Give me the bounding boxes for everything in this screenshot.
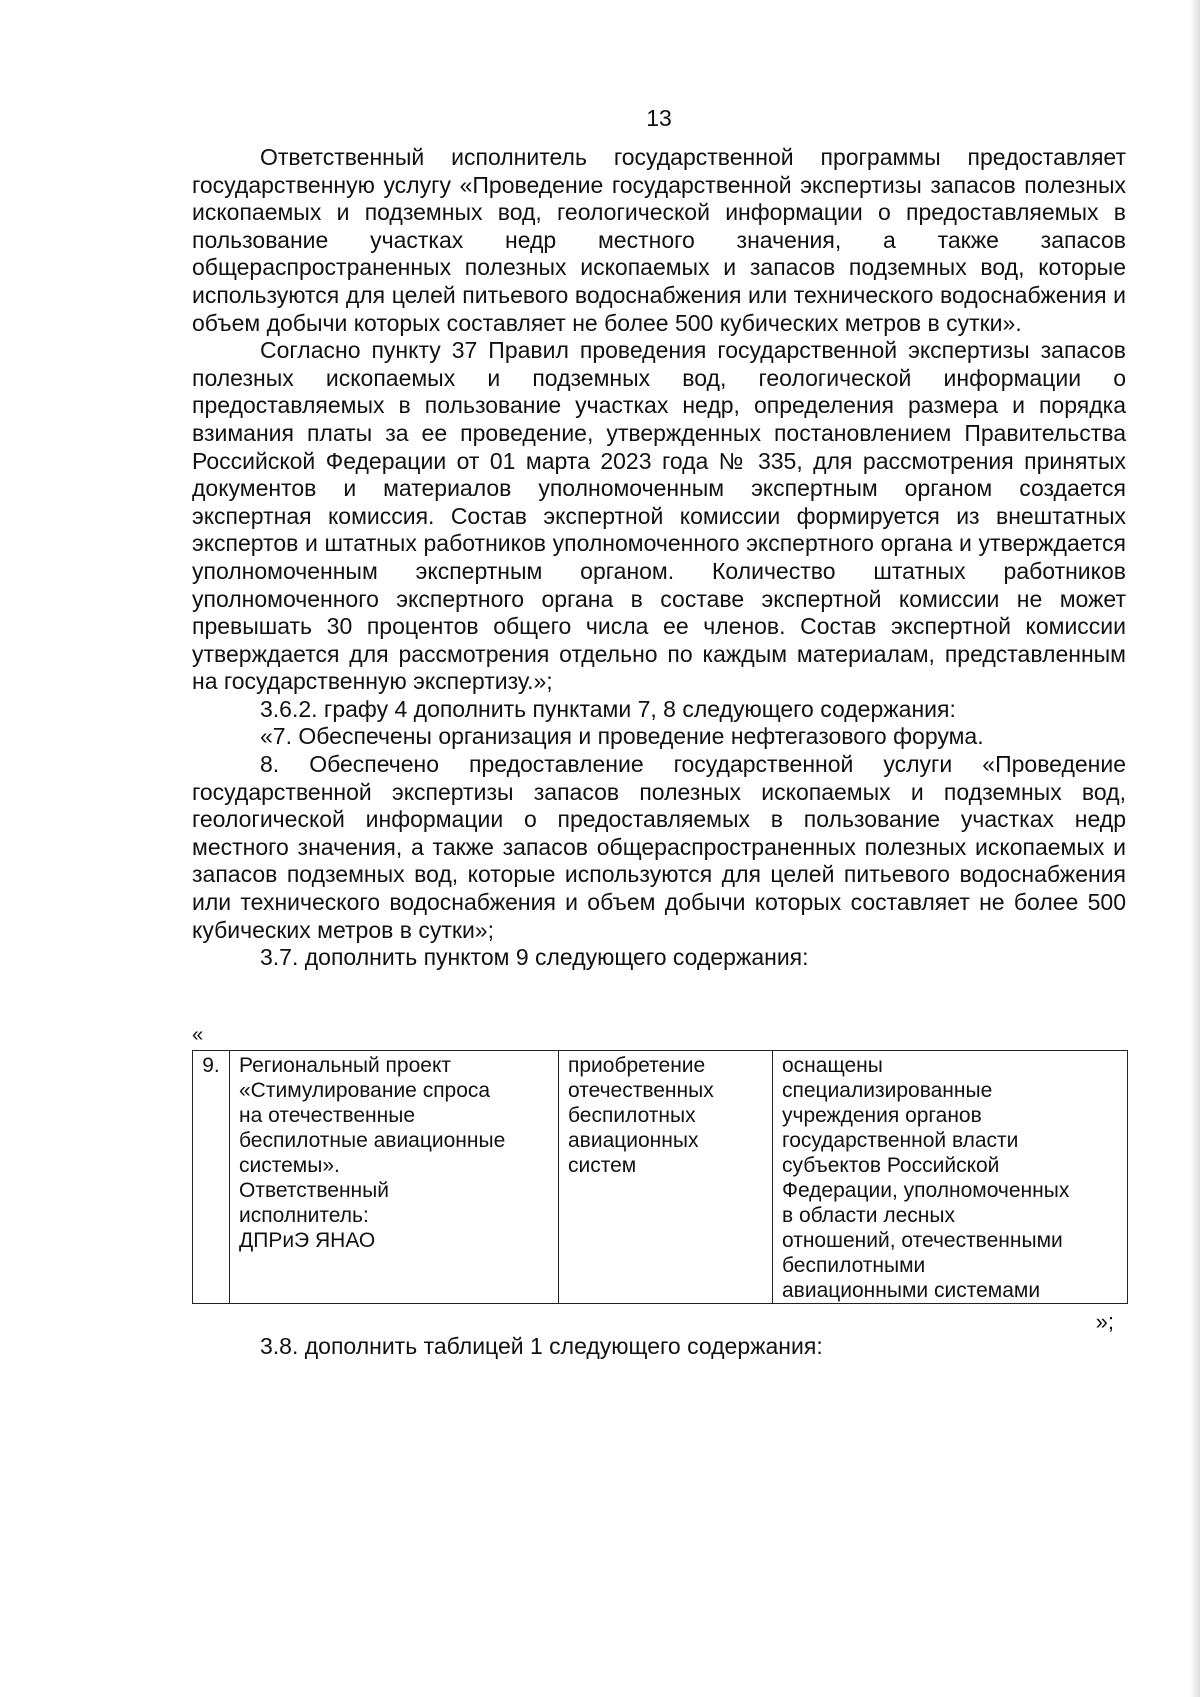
table-cell-number xyxy=(193,1051,230,1304)
paragraph-item-8: 8. Обеспечено предоставление государственной услуги «Проведение государственной экспертизы запасов полезных ископаемых и подземных вод, геологической информации о предоставляемых в пользование участках недр местного значения, а также запасов общераспространенных полезных ископаемых и запасов подземных вод, которые используются для целей питьевого водоснабжения или технического водоснабжения и объем добычи которых составляет не более 500 кубических метров в сутки»; xyxy=(192,751,1126,943)
table-cell-result xyxy=(773,1051,1128,1304)
opening-quote-mark: « xyxy=(192,1024,204,1046)
result-line: оснащены xyxy=(782,1054,883,1077)
result-line: субъектов Российской xyxy=(782,1154,1000,1177)
project-line: беспилотные авиационные xyxy=(239,1129,506,1152)
action-line: систем xyxy=(568,1154,637,1177)
project-line: системы». xyxy=(239,1154,340,1177)
result-line: учреждения органов xyxy=(782,1104,982,1127)
action-line: приобретение xyxy=(568,1054,706,1077)
action-line: авиационных xyxy=(568,1129,699,1152)
table-row xyxy=(193,1051,1128,1304)
result-line: в области лесных xyxy=(782,1204,955,1227)
closing-quote-mark: »; xyxy=(1095,1309,1114,1334)
result-line: государственной власти xyxy=(782,1129,1019,1152)
scan-edge-shadow xyxy=(1190,0,1200,1697)
table-cell-action xyxy=(559,1051,773,1304)
paragraph-amendment-3-7: 3.7. дополнить пунктом 9 следующего содержания: xyxy=(260,944,809,971)
paragraph-amendment-3-6-2: 3.6.2. графу 4 дополнить пунктами 7, 8 следующего содержания: xyxy=(260,695,956,722)
project-line: ДПРиЭ ЯНАО xyxy=(239,1229,376,1252)
action-line: беспилотных xyxy=(568,1104,696,1127)
project-line: «Стимулирование спроса xyxy=(239,1079,491,1102)
project-line: на отечественные xyxy=(239,1104,415,1127)
result-line: отношений, отечественными xyxy=(782,1229,1063,1252)
result-line: беспилотными xyxy=(782,1254,926,1277)
inserted-table xyxy=(192,1050,1128,1304)
paragraph-service-provision: Ответственный исполнитель государственной программы предоставляет государственную услугу «Проведение государственной экспертизы запасов полезных ископаемых и подземных вод, геологической информации о предоставляемых в пользование участках недр местного значения, а также запасов общераспространенных полезных ископаемых и запасов подземных вод, которые используются для целей питьевого водоснабжения или технического водоснабжения и объем добычи которых составляет не более 500 кубических метров в сутки». xyxy=(192,144,1126,336)
project-line: Региональный проект xyxy=(239,1054,452,1077)
page-number: 13 xyxy=(646,105,672,131)
body-text xyxy=(192,144,1126,972)
row-number: 9. xyxy=(202,1054,220,1077)
result-line: Федерации, уполномоченных xyxy=(782,1179,1070,1202)
paragraph-item-7: «7. Обеспечены организация и проведение нефтегазового форума. xyxy=(260,723,984,750)
result-line: специализированные xyxy=(782,1079,993,1102)
paragraph-expert-commission: Согласно пункту 37 Правил проведения государственной экспертизы запасов полезных ископаемых и подземных вод, геологической информации о предоставляемых в пользование участках недр, определения размера и порядка взимания платы за ее проведение, утвержденных постановлением Правительства Российской Федерации от 01 марта 2023 года № 335, для рассмотрения принятых документов и материалов уполномоченным экспертным органом создается экспертная комиссия. Состав экспертной комиссии формируется из внештатных экспертов и штатных работников уполномоченного экспертного органа и утверждается уполномоченным экспертным органом. Количество штатных работников уполномоченного экспертного органа в составе экспертной комиссии не может превышать 30 процентов общего числа ее членов. Состав экспертной комиссии утверждается для рассмотрения отдельно по каждым материалам, представленным на государственную экспертизу.»; xyxy=(192,337,1126,695)
result-line: авиационными системами xyxy=(782,1279,1041,1302)
project-line: исполнитель: xyxy=(239,1204,369,1227)
project-line: Ответственный xyxy=(239,1179,389,1202)
paragraph-amendment-3-8: 3.8. дополнить таблицей 1 следующего содержания: xyxy=(260,1333,823,1359)
action-line: отечественных xyxy=(568,1079,714,1102)
table-cell-project xyxy=(230,1051,559,1304)
